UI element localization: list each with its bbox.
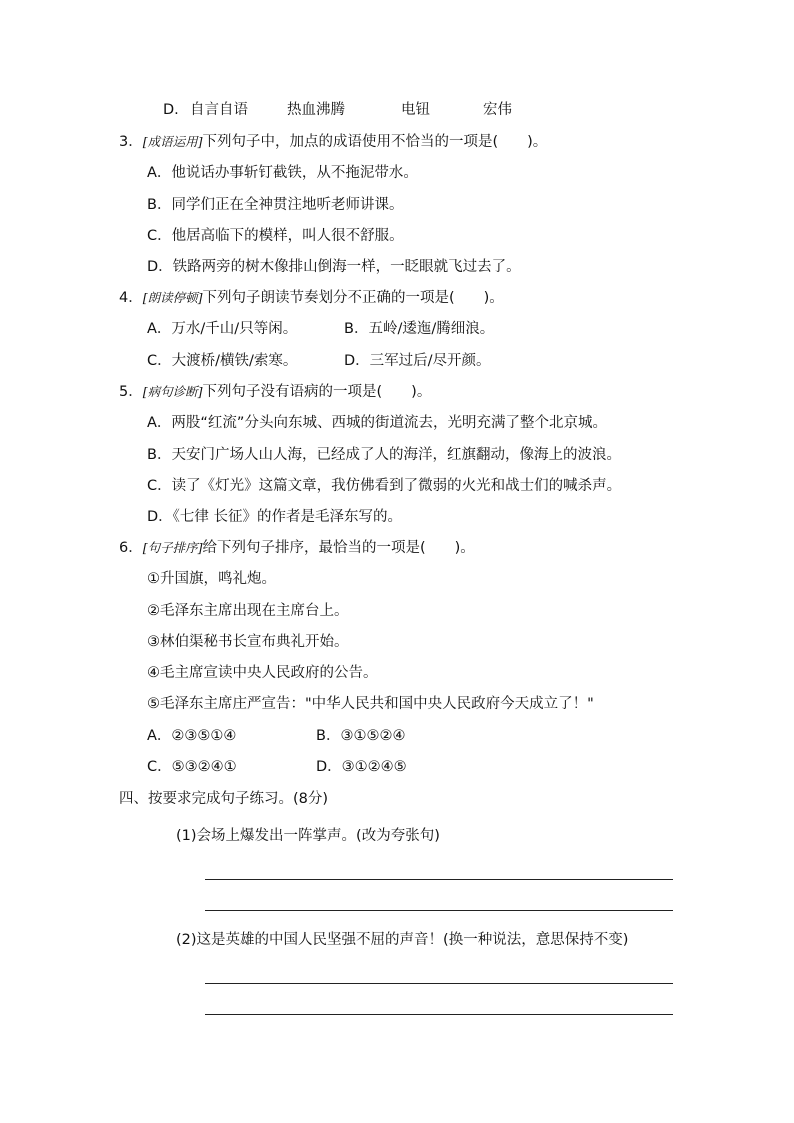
q5-stem — [119, 382, 431, 402]
q5-option-b: B．天安门广场人山人海，已经成了人的海洋，红旗翻动，像海上的波浪。 — [147, 447, 621, 463]
answer-line-1b[interactable] — [205, 910, 673, 911]
q6-stem — [119, 538, 475, 558]
q3-tag: [成语运用] — [142, 134, 203, 149]
section-4-question-2: (2)这是英雄的中国人民坚强不屈的声音！(换一种说法，意思保持不变) — [176, 932, 629, 948]
q2-option-d — [163, 100, 563, 120]
q5-option-a: A．两股“红流”分头向东城、西城的街道流去，光明充满了整个北京城。 — [147, 415, 607, 431]
q5-number: 5． — [119, 384, 143, 400]
q2-option-d-word-4: 宏伟 — [483, 102, 512, 118]
q3-option-d: D．铁路两旁的树木像排山倒海一样，一眨眼就飞过去了。 — [147, 259, 521, 275]
q2-option-d-word-1: 自言自语 — [190, 102, 248, 118]
q3-stem — [119, 132, 547, 152]
q6-text: 给下列句子排序，最恰当的一项是( )。 — [202, 540, 475, 556]
q5-option-d: D．《七律 长征》的作者是毛泽东写的。 — [147, 509, 403, 525]
q6-option-a: A．②③⑤①④ — [147, 728, 237, 744]
q6-sentence-3: ③林伯渠秘书长宣布典礼开始。 — [147, 634, 349, 650]
answer-line-1a[interactable] — [205, 879, 673, 880]
answer-line-2a[interactable] — [205, 983, 673, 984]
q4-tag: [朗读停顿] — [142, 290, 203, 305]
q6-sentence-1: ①升国旗，鸣礼炮。 — [147, 571, 276, 587]
q6-option-c: C．⑤③②④① — [147, 759, 237, 775]
q6-sentence-4: ④毛主席宣读中央人民政府的公告。 — [147, 665, 378, 681]
q6-option-d: D．③①②④⑤ — [316, 759, 407, 775]
q6-number: 6． — [119, 540, 143, 556]
q6-option-b: B．③①⑤②④ — [316, 728, 406, 744]
q4-option-b: B．五岭/逶迤/腾细浪。 — [344, 321, 495, 337]
q5-text: 下列句子没有语病的一项是( )。 — [202, 384, 432, 400]
q6-tag: [句子排序] — [142, 540, 203, 555]
q6-sentence-5: ⑤毛泽东主席庄严宣告："中华人民共和国中央人民政府今天成立了！" — [147, 696, 594, 712]
q6-sentence-2: ②毛泽东主席出现在主席台上。 — [147, 603, 349, 619]
section-4-heading: 四、按要求完成句子练习。(8分) — [119, 791, 329, 807]
q2-option-d-word-3: 电钮 — [401, 102, 430, 118]
q5-tag: [病句诊断] — [142, 384, 203, 399]
q4-option-d: D．三军过后/尽开颜。 — [344, 353, 491, 369]
q3-number: 3． — [119, 134, 143, 150]
q3-option-c: C．他居高临下的模样，叫人很不舒服。 — [147, 228, 404, 244]
q4-option-a: A．万水/千山/只等闲。 — [147, 321, 298, 337]
q5-option-c: C．读了《灯光》这篇文章，我仿佛看到了微弱的火光和战士们的喊杀声。 — [147, 478, 622, 494]
q3-option-b: B．同学们正在全神贯注地听老师讲课。 — [147, 197, 404, 213]
q2-option-d-letter: D. — [163, 102, 179, 118]
q2-option-d-word-2: 热血沸腾 — [287, 102, 345, 118]
section-4-question-1: (1)会场上爆发出一阵掌声。(改为夸张句) — [176, 828, 440, 844]
q3-option-a: A．他说话办事斩钉截铁，从不拖泥带水。 — [147, 165, 418, 181]
answer-line-2b[interactable] — [205, 1014, 673, 1015]
q4-number: 4． — [119, 290, 143, 306]
q4-stem — [119, 288, 504, 308]
q4-option-c: C．大渡桥/横铁/索寒。 — [147, 353, 298, 369]
q4-text: 下列句子朗读节奏划分不正确的一项是( )。 — [202, 290, 504, 306]
q3-text: 下列句子中，加点的成语使用不恰当的一项是( )。 — [202, 134, 548, 150]
